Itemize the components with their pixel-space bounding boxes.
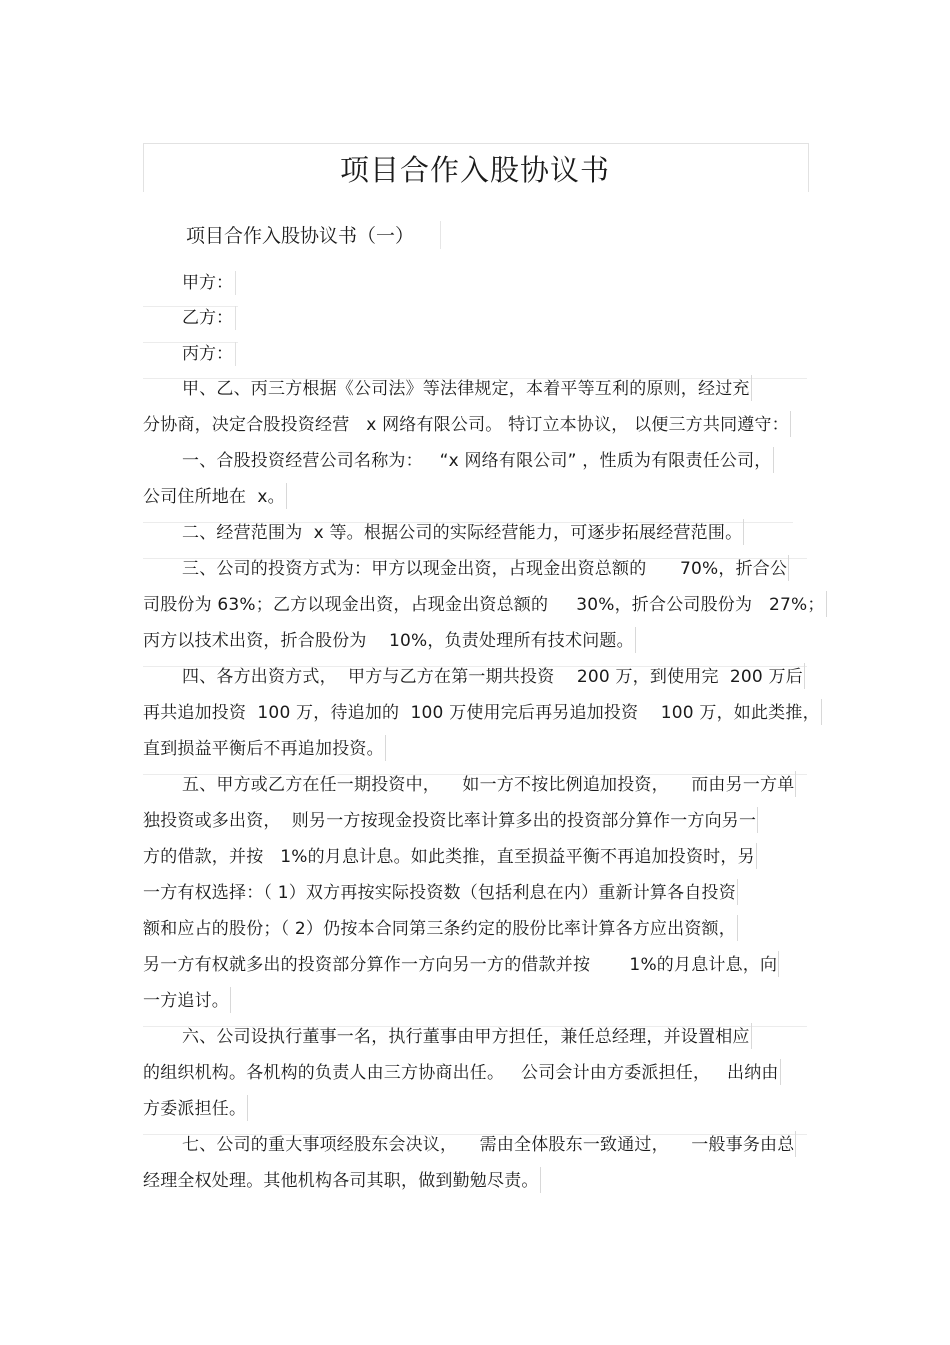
paragraph-line: 经理全权处理。其他机构各司其职，做到勤勉尽责。 — [143, 1165, 539, 1197]
paragraph-line: 一方追讨。 — [143, 985, 229, 1017]
paragraph-line: 独投资或多出资， 则另一方按现金投资比率计算多出的投资部分算作一方向另一 — [143, 805, 756, 837]
paragraph-line: 丙方以技术出资，折合股份为 10%，负责处理所有技术问题。 — [143, 625, 634, 657]
paragraph-line: 直到损益平衡后不再追加投资。 — [143, 733, 384, 765]
paragraph-line: 公司住所地在 x。 — [143, 481, 285, 513]
paragraph-line: 甲、乙、丙三方根据《公司法》等法律规定，本着平等互利的原则，经过充 — [182, 373, 750, 405]
paragraph-line: 二、经营范围为 x 等。根据公司的实际经营能力，可逐步拓展经营范围。 — [182, 517, 742, 549]
paragraph-line: 一、合股投资经营公司名称为： “x 网络有限公司” ，性质为有限责任公司， — [182, 445, 772, 477]
paragraph-line: 另一方有权就多出的投资部分算作一方向另一方的借款并按 1%的月息计息，向 — [143, 949, 777, 981]
party-c-label: 丙方： — [182, 344, 233, 364]
paragraph-line: 司股份为 63%；乙方以现金出资，占现金出资总额的 30%，折合公司股份为 27%； — [143, 589, 825, 621]
party-a-label: 甲方： — [182, 273, 233, 293]
paragraph-line: 再共追加投资 100 万，待追加的 100 万使用完后再另追加投资 100 万，如此类推， — [143, 697, 820, 729]
paragraph-line: 分协商，决定合股投资经营 x 网络有限公司。 特订立本协议， 以便三方共同遵守： — [143, 409, 789, 441]
paragraph-line: 四、各方出资方式， 甲方与乙方在第一期共投资 200 万，到使用完 200 万后 — [182, 661, 803, 693]
paragraph-line: 方委派担任。 — [143, 1093, 246, 1125]
party-b — [182, 305, 236, 331]
paragraph-line: 五、甲方或乙方在任一期投资中， 如一方不按比例追加投资， 而由另一方单 — [182, 769, 794, 801]
party-a — [182, 270, 236, 296]
paragraph-line: 一方有权选择：（ 1）双方再按实际投资数（包括利息在内）重新计算各自投资 — [143, 877, 736, 909]
paragraph-line: 六、公司设执行董事一名，执行董事由甲方担任，兼任总经理，并设置相应 — [182, 1021, 750, 1053]
paragraph-line: 七、公司的重大事项经股东会决议， 需由全体股东一致通过， 一般事务由总 — [182, 1129, 794, 1161]
page-title: 项目合作入股协议书 — [339, 153, 610, 187]
party-c — [182, 341, 236, 367]
paragraph-line: 三、公司的投资方式为：甲方以现金出资，占现金出资总额的 70%，折合公 — [182, 553, 787, 585]
paragraph-line: 方的借款，并按 1%的月息计息。如此类推，直至损益平衡不再追加投资时，另 — [143, 841, 755, 873]
paragraph-line: 额和应占的股份；（ 2）仍按本合同第三条约定的股份比率计算各方应出资额， — [143, 913, 736, 945]
document-subtitle: 项目合作入股协议书（一） — [186, 221, 441, 249]
paragraph-line: 的组织机构。各机构的负责人由三方协商出任。 公司会计由方委派担任， 出纳由 — [143, 1057, 779, 1089]
party-b-label: 乙方： — [182, 308, 233, 328]
